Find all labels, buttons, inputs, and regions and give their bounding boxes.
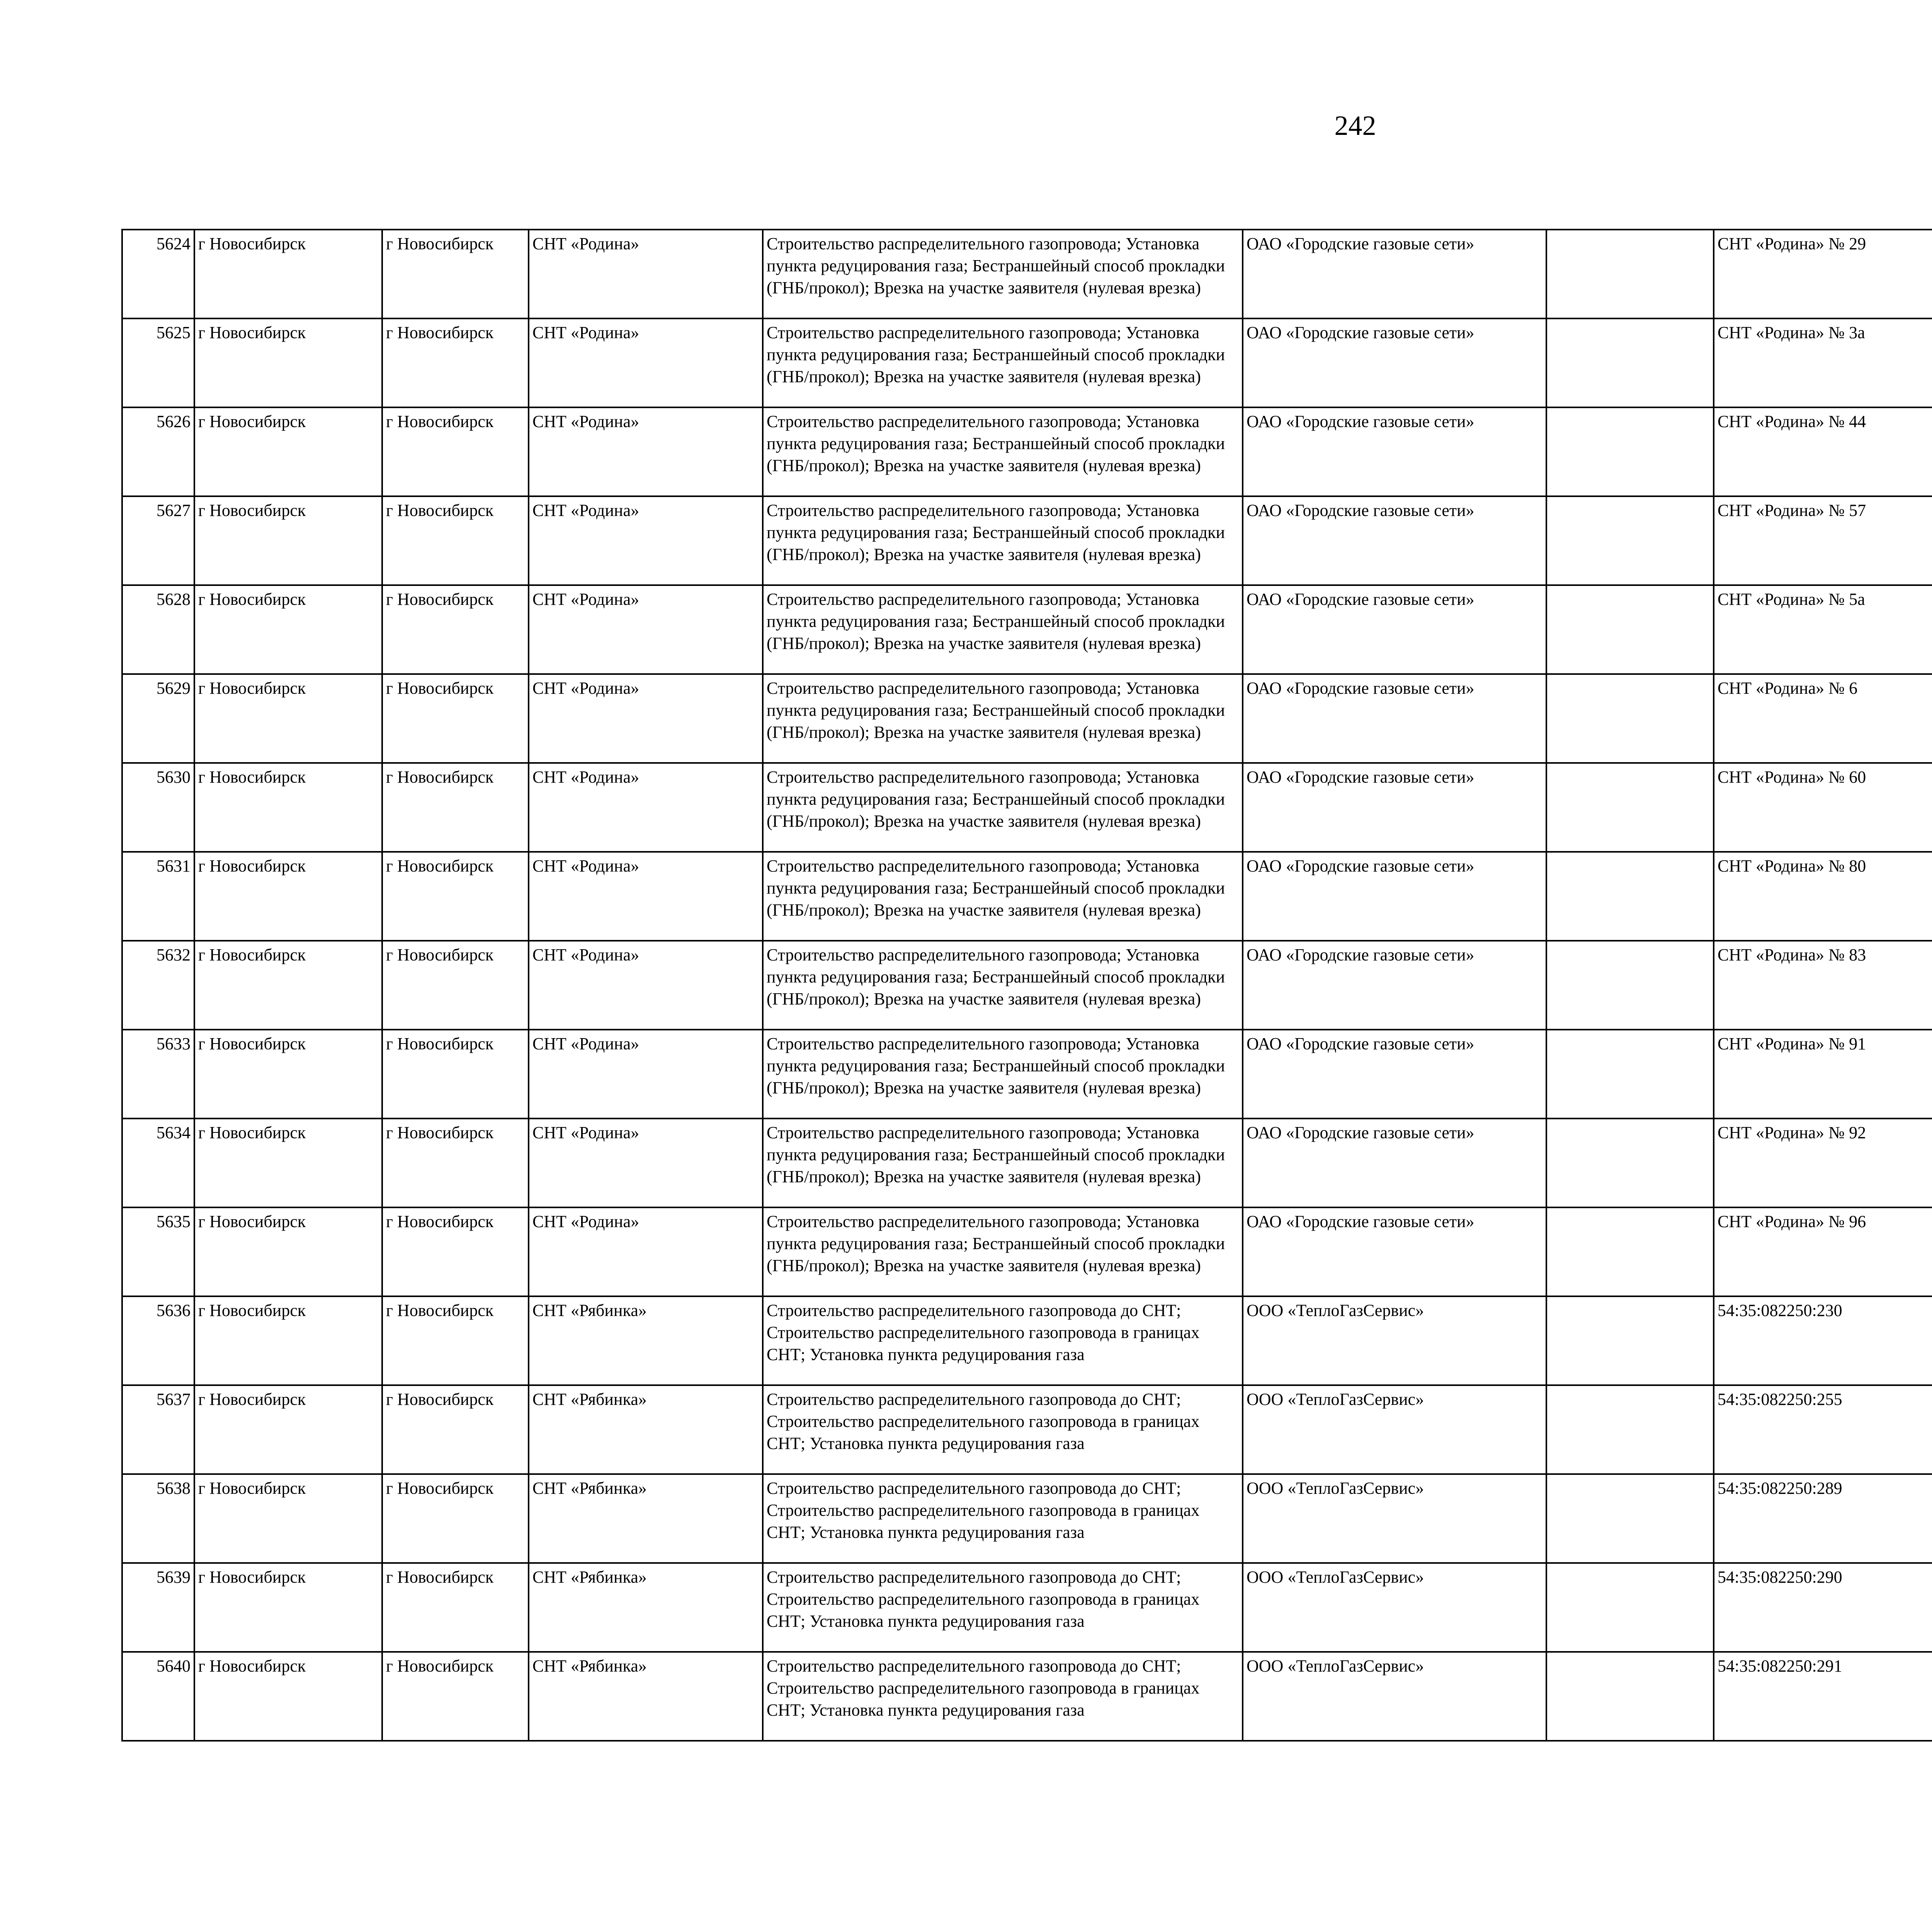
works-description-cell: Строительство распределительного газопровода; Установка пункта редуцирования газа; Бестраншейный способ прокладки (ГНБ/прокол); Врезка на участке заявителя (нулевая врезка) <box>763 407 1243 496</box>
object-name-cell: СНТ «Родина» <box>529 496 763 585</box>
object-name-cell: СНТ «Рябинка» <box>529 1296 763 1385</box>
object-name-cell: СНТ «Родина» <box>529 230 763 318</box>
empty-cell <box>1546 763 1714 852</box>
works-description-cell: Строительство распределительного газопровода; Установка пункта редуцирования газа; Бестраншейный способ прокладки (ГНБ/прокол); Врезка на участке заявителя (нулевая врезка) <box>763 1207 1243 1296</box>
object-name-cell: СНТ «Родина» <box>529 852 763 941</box>
table-row <box>122 318 1932 407</box>
table-row <box>122 496 1932 585</box>
table-row <box>122 1296 1932 1385</box>
row-number-cell: 5629 <box>122 674 194 763</box>
empty-cell <box>1546 1030 1714 1119</box>
row-number-cell: 5634 <box>122 1119 194 1207</box>
table-row <box>122 1563 1932 1652</box>
settlement-cell: г Новосибирск <box>382 407 529 496</box>
row-number-cell: 5633 <box>122 1030 194 1119</box>
table-row <box>122 941 1932 1030</box>
empty-cell <box>1546 1119 1714 1207</box>
object-name-cell: СНТ «Рябинка» <box>529 1563 763 1652</box>
works-description-cell: Строительство распределительного газопровода; Установка пункта редуцирования газа; Бестраншейный способ прокладки (ГНБ/прокол); Врезка на участке заявителя (нулевая врезка) <box>763 318 1243 407</box>
gas-distribution-org-cell: ООО «ТеплоГазСервис» <box>1243 1385 1546 1474</box>
table-row <box>122 1030 1932 1119</box>
row-number-cell: 5627 <box>122 496 194 585</box>
row-number-cell: 5628 <box>122 585 194 674</box>
row-number-cell: 5635 <box>122 1207 194 1296</box>
object-name-cell: СНТ «Родина» <box>529 763 763 852</box>
object-name-cell: СНТ «Родина» <box>529 674 763 763</box>
table-row <box>122 1207 1932 1296</box>
works-description-cell: Строительство распределительного газопровода; Установка пункта редуцирования газа; Бестраншейный способ прокладки (ГНБ/прокол); Врезка на участке заявителя (нулевая врезка) <box>763 852 1243 941</box>
gas-distribution-org-cell: ОАО «Городские газовые сети» <box>1243 941 1546 1030</box>
works-description-cell: Строительство распределительного газопровода до СНТ; Строительство распределительного газопровода в границах СНТ; Установка пункта редуцирования газа <box>763 1474 1243 1563</box>
empty-cell <box>1546 1296 1714 1385</box>
empty-cell <box>1546 1652 1714 1741</box>
address-cell: СНТ «Родина» № 92 <box>1714 1119 1932 1207</box>
address-cell: СНТ «Родина» № 91 <box>1714 1030 1932 1119</box>
row-number-cell: 5639 <box>122 1563 194 1652</box>
object-name-cell: СНТ «Рябинка» <box>529 1652 763 1741</box>
address-cell: СНТ «Родина» № 3а <box>1714 318 1932 407</box>
gas-distribution-org-cell: ОАО «Городские газовые сети» <box>1243 1119 1546 1207</box>
address-cell: СНТ «Родина» № 5а <box>1714 585 1932 674</box>
settlement-cell: г Новосибирск <box>382 1119 529 1207</box>
object-name-cell: СНТ «Родина» <box>529 1207 763 1296</box>
works-description-cell: Строительство распределительного газопровода; Установка пункта редуцирования газа; Бестраншейный способ прокладки (ГНБ/прокол); Врезка на участке заявителя (нулевая врезка) <box>763 1119 1243 1207</box>
settlement-cell: г Новосибирск <box>382 1652 529 1741</box>
district-cell: г Новосибирск <box>194 1385 382 1474</box>
object-name-cell: СНТ «Родина» <box>529 941 763 1030</box>
settlement-cell: г Новосибирск <box>382 496 529 585</box>
district-cell: г Новосибирск <box>194 1119 382 1207</box>
works-description-cell: Строительство распределительного газопровода до СНТ; Строительство распределительного газопровода в границах СНТ; Установка пункта редуцирования газа <box>763 1296 1243 1385</box>
row-number-cell: 5640 <box>122 1652 194 1741</box>
object-name-cell: СНТ «Родина» <box>529 1030 763 1119</box>
row-number-cell: 5637 <box>122 1385 194 1474</box>
gas-distribution-org-cell: ОАО «Городские газовые сети» <box>1243 674 1546 763</box>
table-row <box>122 763 1932 852</box>
district-cell: г Новосибирск <box>194 496 382 585</box>
address-cell: СНТ «Родина» № 29 <box>1714 230 1932 318</box>
table-row <box>122 674 1932 763</box>
settlement-cell: г Новосибирск <box>382 318 529 407</box>
district-cell: г Новосибирск <box>194 1563 382 1652</box>
object-name-cell: СНТ «Родина» <box>529 1119 763 1207</box>
settlement-cell: г Новосибирск <box>382 1030 529 1119</box>
district-cell: г Новосибирск <box>194 1296 382 1385</box>
address-cell: 54:35:082250:290 <box>1714 1563 1932 1652</box>
object-name-cell: СНТ «Рябинка» <box>529 1385 763 1474</box>
empty-cell <box>1546 674 1714 763</box>
settlement-cell: г Новосибирск <box>382 1563 529 1652</box>
empty-cell <box>1546 1385 1714 1474</box>
empty-cell <box>1546 941 1714 1030</box>
settlement-cell: г Новосибирск <box>382 1207 529 1296</box>
settlement-cell: г Новосибирск <box>382 1296 529 1385</box>
row-number-cell: 5636 <box>122 1296 194 1385</box>
empty-cell <box>1546 1563 1714 1652</box>
works-description-cell: Строительство распределительного газопровода до СНТ; Строительство распределительного газопровода в границах СНТ; Установка пункта редуцирования газа <box>763 1652 1243 1741</box>
works-description-cell: Строительство распределительного газопровода; Установка пункта редуцирования газа; Бестраншейный способ прокладки (ГНБ/прокол); Врезка на участке заявителя (нулевая врезка) <box>763 230 1243 318</box>
settlement-cell: г Новосибирск <box>382 1474 529 1563</box>
row-number-cell: 5624 <box>122 230 194 318</box>
table-row <box>122 1474 1932 1563</box>
address-cell: 54:35:082250:289 <box>1714 1474 1932 1563</box>
row-number-cell: 5632 <box>122 941 194 1030</box>
address-cell: СНТ «Родина» № 57 <box>1714 496 1932 585</box>
address-cell: СНТ «Родина» № 60 <box>1714 763 1932 852</box>
table-row <box>122 1652 1932 1741</box>
gas-distribution-org-cell: ОАО «Городские газовые сети» <box>1243 1030 1546 1119</box>
address-cell: СНТ «Родина» № 80 <box>1714 852 1932 941</box>
settlement-cell: г Новосибирск <box>382 852 529 941</box>
empty-cell <box>1546 407 1714 496</box>
gas-distribution-org-cell: ОАО «Городские газовые сети» <box>1243 230 1546 318</box>
address-cell: СНТ «Родина» № 83 <box>1714 941 1932 1030</box>
district-cell: г Новосибирск <box>194 674 382 763</box>
empty-cell <box>1546 1474 1714 1563</box>
gas-distribution-org-cell: ООО «ТеплоГазСервис» <box>1243 1474 1546 1563</box>
gas-distribution-org-cell: ООО «ТеплоГазСервис» <box>1243 1563 1546 1652</box>
address-cell: СНТ «Родина» № 44 <box>1714 407 1932 496</box>
empty-cell <box>1546 318 1714 407</box>
address-cell: 54:35:082250:230 <box>1714 1296 1932 1385</box>
settlement-cell: г Новосибирск <box>382 763 529 852</box>
address-cell: 54:35:082250:255 <box>1714 1385 1932 1474</box>
address-cell: 54:35:082250:291 <box>1714 1652 1932 1741</box>
table-row <box>122 852 1932 941</box>
gas-distribution-org-cell: ОАО «Городские газовые сети» <box>1243 852 1546 941</box>
district-cell: г Новосибирск <box>194 941 382 1030</box>
gas-distribution-org-cell: ОАО «Городские газовые сети» <box>1243 763 1546 852</box>
empty-cell <box>1546 585 1714 674</box>
address-cell: СНТ «Родина» № 6 <box>1714 674 1932 763</box>
works-description-cell: Строительство распределительного газопровода; Установка пункта редуцирования газа; Бестраншейный способ прокладки (ГНБ/прокол); Врезка на участке заявителя (нулевая врезка) <box>763 941 1243 1030</box>
district-cell: г Новосибирск <box>194 1652 382 1741</box>
table-row <box>122 407 1932 496</box>
table-row <box>122 585 1932 674</box>
district-cell: г Новосибирск <box>194 1030 382 1119</box>
object-name-cell: СНТ «Рябинка» <box>529 1474 763 1563</box>
settlement-cell: г Новосибирск <box>382 585 529 674</box>
district-cell: г Новосибирск <box>194 1207 382 1296</box>
settlement-cell: г Новосибирск <box>382 941 529 1030</box>
page-number: 242 <box>1334 110 1376 141</box>
table-row <box>122 1385 1932 1474</box>
gas-distribution-org-cell: ОАО «Городские газовые сети» <box>1243 1207 1546 1296</box>
district-cell: г Новосибирск <box>194 407 382 496</box>
works-description-cell: Строительство распределительного газопровода; Установка пункта редуцирования газа; Бестраншейный способ прокладки (ГНБ/прокол); Врезка на участке заявителя (нулевая врезка) <box>763 496 1243 585</box>
works-description-cell: Строительство распределительного газопровода; Установка пункта редуцирования газа; Бестраншейный способ прокладки (ГНБ/прокол); Врезка на участке заявителя (нулевая врезка) <box>763 1030 1243 1119</box>
table-body <box>122 230 1932 1741</box>
row-number-cell: 5630 <box>122 763 194 852</box>
gas-distribution-org-cell: ООО «ТеплоГазСервис» <box>1243 1296 1546 1385</box>
address-cell: СНТ «Родина» № 96 <box>1714 1207 1932 1296</box>
row-number-cell: 5631 <box>122 852 194 941</box>
empty-cell <box>1546 852 1714 941</box>
empty-cell <box>1546 496 1714 585</box>
district-cell: г Новосибирск <box>194 585 382 674</box>
works-description-cell: Строительство распределительного газопровода до СНТ; Строительство распределительного газопровода в границах СНТ; Установка пункта редуцирования газа <box>763 1563 1243 1652</box>
district-cell: г Новосибирск <box>194 318 382 407</box>
table-row <box>122 1119 1932 1207</box>
district-cell: г Новосибирск <box>194 1474 382 1563</box>
empty-cell <box>1546 1207 1714 1296</box>
gas-distribution-org-cell: ОАО «Городские газовые сети» <box>1243 585 1546 674</box>
row-number-cell: 5638 <box>122 1474 194 1563</box>
gas-distribution-org-cell: ОАО «Городские газовые сети» <box>1243 496 1546 585</box>
row-number-cell: 5626 <box>122 407 194 496</box>
gas-distribution-org-cell: ОАО «Городские газовые сети» <box>1243 407 1546 496</box>
object-name-cell: СНТ «Родина» <box>529 318 763 407</box>
settlement-cell: г Новосибирск <box>382 674 529 763</box>
works-description-cell: Строительство распределительного газопровода до СНТ; Строительство распределительного газопровода в границах СНТ; Установка пункта редуцирования газа <box>763 1385 1243 1474</box>
gas-distribution-org-cell: ООО «ТеплоГазСервис» <box>1243 1652 1546 1741</box>
settlement-cell: г Новосибирск <box>382 230 529 318</box>
gas-distribution-org-cell: ОАО «Городские газовые сети» <box>1243 318 1546 407</box>
object-name-cell: СНТ «Родина» <box>529 585 763 674</box>
settlement-cell: г Новосибирск <box>382 1385 529 1474</box>
district-cell: г Новосибирск <box>194 230 382 318</box>
empty-cell <box>1546 230 1714 318</box>
district-cell: г Новосибирск <box>194 763 382 852</box>
table-row <box>122 230 1932 318</box>
district-cell: г Новосибирск <box>194 852 382 941</box>
works-description-cell: Строительство распределительного газопровода; Установка пункта редуцирования газа; Бестраншейный способ прокладки (ГНБ/прокол); Врезка на участке заявителя (нулевая врезка) <box>763 585 1243 674</box>
gasification-table <box>121 229 1932 1742</box>
object-name-cell: СНТ «Родина» <box>529 407 763 496</box>
row-number-cell: 5625 <box>122 318 194 407</box>
works-description-cell: Строительство распределительного газопровода; Установка пункта редуцирования газа; Бестраншейный способ прокладки (ГНБ/прокол); Врезка на участке заявителя (нулевая врезка) <box>763 763 1243 852</box>
works-description-cell: Строительство распределительного газопровода; Установка пункта редуцирования газа; Бестраншейный способ прокладки (ГНБ/прокол); Врезка на участке заявителя (нулевая врезка) <box>763 674 1243 763</box>
